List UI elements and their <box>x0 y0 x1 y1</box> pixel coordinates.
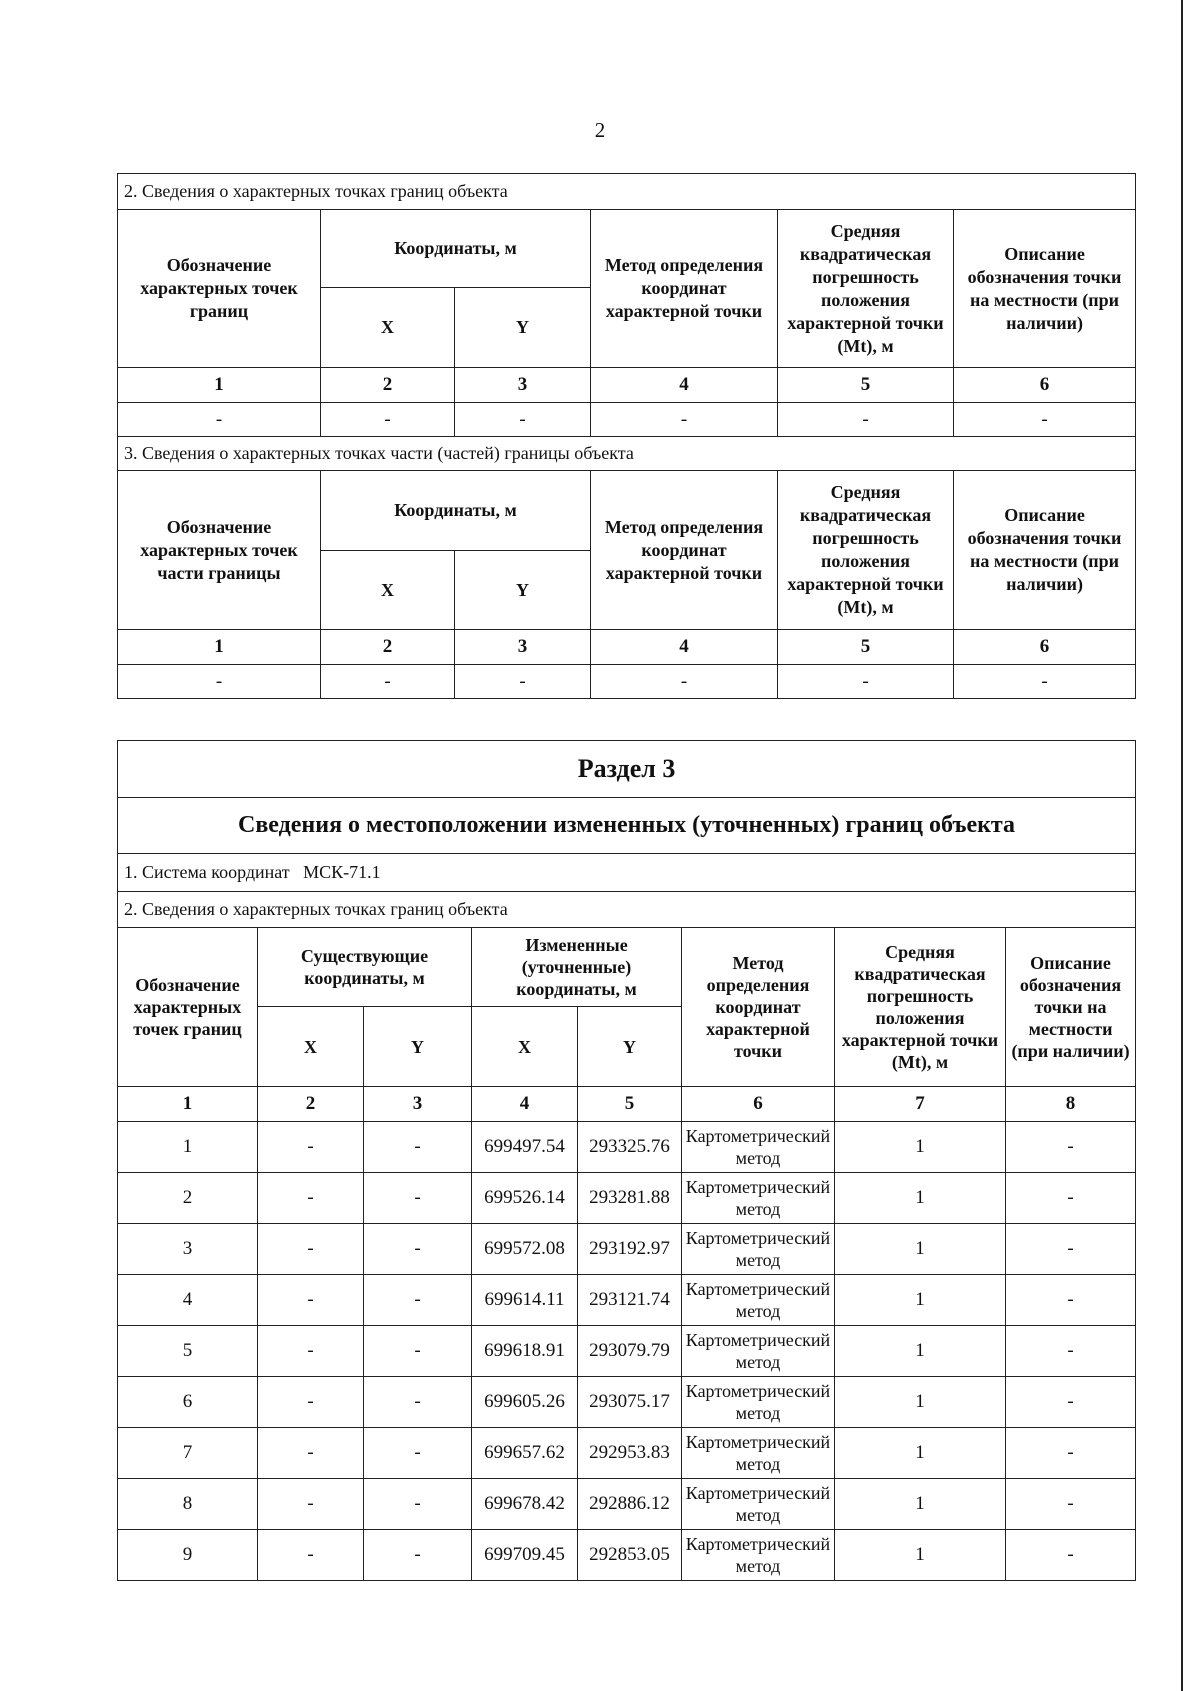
empty-cell: - <box>321 403 455 437</box>
header-designation: Обозначение характерных точек границ <box>118 210 321 368</box>
column-number: 2 <box>321 630 455 665</box>
existing-x-cell: - <box>258 1275 364 1326</box>
header-coordinates: Координаты, м <box>321 210 591 288</box>
method-cell: Картометрический метод <box>682 1530 835 1581</box>
existing-x-cell: - <box>258 1428 364 1479</box>
column-number: 3 <box>455 368 591 403</box>
changed-x-cell: 699605.26 <box>472 1377 578 1428</box>
method-cell: Картометрический метод <box>682 1377 835 1428</box>
empty-cell: - <box>591 403 778 437</box>
description-cell: - <box>1006 1224 1136 1275</box>
empty-cell: - <box>321 665 455 699</box>
header-method: Метод определения координат характерной точки <box>591 210 778 368</box>
empty-cell: - <box>778 403 954 437</box>
existing-y-cell: - <box>364 1530 472 1581</box>
table-row <box>118 1224 1136 1275</box>
accuracy-cell: 1 <box>835 1326 1006 1377</box>
changed-x-cell: 699497.54 <box>472 1122 578 1173</box>
existing-y-cell: - <box>364 1479 472 1530</box>
changed-y-cell: 293281.88 <box>578 1173 682 1224</box>
changed-x-cell: 699614.11 <box>472 1275 578 1326</box>
table-row <box>118 1377 1136 1428</box>
description-cell: - <box>1006 1326 1136 1377</box>
header-method: Метод определения координат характерной точки <box>591 471 778 630</box>
column-number: 4 <box>591 630 778 665</box>
changed-y-cell: 292953.83 <box>578 1428 682 1479</box>
header-description: Описание обозначения точки на местности (при наличии) <box>1006 928 1136 1087</box>
table-row <box>118 1530 1136 1581</box>
header-accuracy: Средняя квадратическая погрешность положения характерной точки (Mt), м <box>778 210 954 368</box>
changed-x-cell: 699709.45 <box>472 1530 578 1581</box>
method-cell: Картометрический метод <box>682 1122 835 1173</box>
empty-cell: - <box>954 403 1136 437</box>
accuracy-cell: 1 <box>835 1479 1006 1530</box>
header-accuracy: Средняя квадратическая погрешность положения характерной точки (Mt), м <box>835 928 1006 1087</box>
changed-y-cell: 293079.79 <box>578 1326 682 1377</box>
page-edge-rule <box>1181 0 1183 1691</box>
coordinate-system-line <box>118 854 1136 892</box>
header-designation: Обозначение характерных точек части границы <box>118 471 321 630</box>
header-designation: Обозначение характерных точек границ <box>118 928 258 1087</box>
description-cell: - <box>1006 1479 1136 1530</box>
description-cell: - <box>1006 1530 1136 1581</box>
header-method: Метод определения координат характерной точки <box>682 928 835 1087</box>
point-number-cell: 1 <box>118 1122 258 1173</box>
table-row <box>118 1326 1136 1377</box>
method-cell: Картометрический метод <box>682 1224 835 1275</box>
method-cell: Картометрический метод <box>682 1173 835 1224</box>
point-number-cell: 2 <box>118 1173 258 1224</box>
existing-x-cell: - <box>258 1530 364 1581</box>
existing-y-cell: - <box>364 1326 472 1377</box>
changed-x-cell: 699618.91 <box>472 1326 578 1377</box>
point-number-cell: 7 <box>118 1428 258 1479</box>
coordinate-system-label: 1. Система координат <box>124 862 290 882</box>
existing-y-cell: - <box>364 1275 472 1326</box>
column-number: 6 <box>682 1087 835 1122</box>
changed-y-cell: 293325.76 <box>578 1122 682 1173</box>
description-cell: - <box>1006 1275 1136 1326</box>
empty-cell: - <box>455 403 591 437</box>
column-number: 3 <box>455 630 591 665</box>
header-y: Y <box>455 288 591 368</box>
existing-y-cell: - <box>364 1377 472 1428</box>
changed-y-cell: 293192.97 <box>578 1224 682 1275</box>
column-number: 5 <box>778 368 954 403</box>
header-x: X <box>321 551 455 630</box>
header-changed-x: X <box>472 1007 578 1087</box>
existing-x-cell: - <box>258 1377 364 1428</box>
table-row <box>118 1428 1136 1479</box>
empty-cell: - <box>591 665 778 699</box>
column-number: 3 <box>364 1087 472 1122</box>
column-number: 6 <box>954 368 1136 403</box>
method-cell: Картометрический метод <box>682 1275 835 1326</box>
column-number: 2 <box>321 368 455 403</box>
accuracy-cell: 1 <box>835 1173 1006 1224</box>
changed-y-cell: 293075.17 <box>578 1377 682 1428</box>
existing-y-cell: - <box>364 1122 472 1173</box>
point-number-cell: 8 <box>118 1479 258 1530</box>
header-existing-coordinates: Существующие координаты, м <box>258 928 472 1007</box>
column-number: 2 <box>258 1087 364 1122</box>
table-row <box>118 1173 1136 1224</box>
existing-x-cell: - <box>258 1122 364 1173</box>
table-row <box>118 1479 1136 1530</box>
empty-cell: - <box>954 665 1136 699</box>
column-number: 5 <box>778 630 954 665</box>
header-accuracy: Средняя квадратическая погрешность положения характерной точки (Mt), м <box>778 471 954 630</box>
description-cell: - <box>1006 1122 1136 1173</box>
column-number: 4 <box>472 1087 578 1122</box>
column-number: 6 <box>954 630 1136 665</box>
point-number-cell: 9 <box>118 1530 258 1581</box>
column-number: 8 <box>1006 1087 1136 1122</box>
header-existing-x: X <box>258 1007 364 1087</box>
parts-section-title: 3. Сведения о характерных точках части (частей) границы объекта <box>118 437 1136 471</box>
boundary-points-table <box>117 173 1136 699</box>
changed-y-cell: 292886.12 <box>578 1479 682 1530</box>
description-cell: - <box>1006 1428 1136 1479</box>
existing-x-cell: - <box>258 1326 364 1377</box>
accuracy-cell: 1 <box>835 1224 1006 1275</box>
column-number: 1 <box>118 630 321 665</box>
header-changed-y: Y <box>578 1007 682 1087</box>
method-cell: Картометрический метод <box>682 1326 835 1377</box>
points-section-title: 2. Сведения о характерных точках границ объекта <box>118 174 1136 210</box>
section-subtitle: Сведения о местоположении измененных (уточненных) границ объекта <box>118 798 1136 854</box>
column-number: 1 <box>118 368 321 403</box>
changed-y-cell: 292853.05 <box>578 1530 682 1581</box>
column-number: 5 <box>578 1087 682 1122</box>
point-number-cell: 4 <box>118 1275 258 1326</box>
existing-x-cell: - <box>258 1173 364 1224</box>
header-y: Y <box>455 551 591 630</box>
existing-y-cell: - <box>364 1224 472 1275</box>
point-number-cell: 3 <box>118 1224 258 1275</box>
existing-y-cell: - <box>364 1428 472 1479</box>
header-x: X <box>321 288 455 368</box>
accuracy-cell: 1 <box>835 1122 1006 1173</box>
description-cell: - <box>1006 1377 1136 1428</box>
header-description: Описание обозначения точки на местности (при наличии) <box>954 471 1136 630</box>
existing-x-cell: - <box>258 1479 364 1530</box>
point-number-cell: 5 <box>118 1326 258 1377</box>
changed-x-cell: 699526.14 <box>472 1173 578 1224</box>
empty-cell: - <box>118 665 321 699</box>
accuracy-cell: 1 <box>835 1377 1006 1428</box>
coordinate-system-value: МСК-71.1 <box>303 862 381 882</box>
header-existing-y: Y <box>364 1007 472 1087</box>
points-section-title: 2. Сведения о характерных точках границ объекта <box>118 892 1136 928</box>
empty-cell: - <box>118 403 321 437</box>
column-number: 4 <box>591 368 778 403</box>
method-cell: Картометрический метод <box>682 1428 835 1479</box>
description-cell: - <box>1006 1173 1136 1224</box>
changed-x-cell: 699678.42 <box>472 1479 578 1530</box>
empty-cell: - <box>455 665 591 699</box>
section-title: Раздел 3 <box>118 741 1136 798</box>
column-number: 7 <box>835 1087 1006 1122</box>
existing-y-cell: - <box>364 1173 472 1224</box>
column-number: 1 <box>118 1087 258 1122</box>
table-row <box>118 1275 1136 1326</box>
existing-x-cell: - <box>258 1224 364 1275</box>
accuracy-cell: 1 <box>835 1530 1006 1581</box>
changed-y-cell: 293121.74 <box>578 1275 682 1326</box>
changed-x-cell: 699657.62 <box>472 1428 578 1479</box>
header-changed-coordinates: Измененные (уточненные) координаты, м <box>472 928 682 1007</box>
empty-cell: - <box>778 665 954 699</box>
section3-table <box>117 740 1136 1581</box>
header-coordinates: Координаты, м <box>321 471 591 551</box>
page-number: 2 <box>594 118 606 142</box>
method-cell: Картометрический метод <box>682 1479 835 1530</box>
table-row <box>118 1122 1136 1173</box>
accuracy-cell: 1 <box>835 1428 1006 1479</box>
accuracy-cell: 1 <box>835 1275 1006 1326</box>
changed-x-cell: 699572.08 <box>472 1224 578 1275</box>
point-number-cell: 6 <box>118 1377 258 1428</box>
header-description: Описание обозначения точки на местности (при наличии) <box>954 210 1136 368</box>
